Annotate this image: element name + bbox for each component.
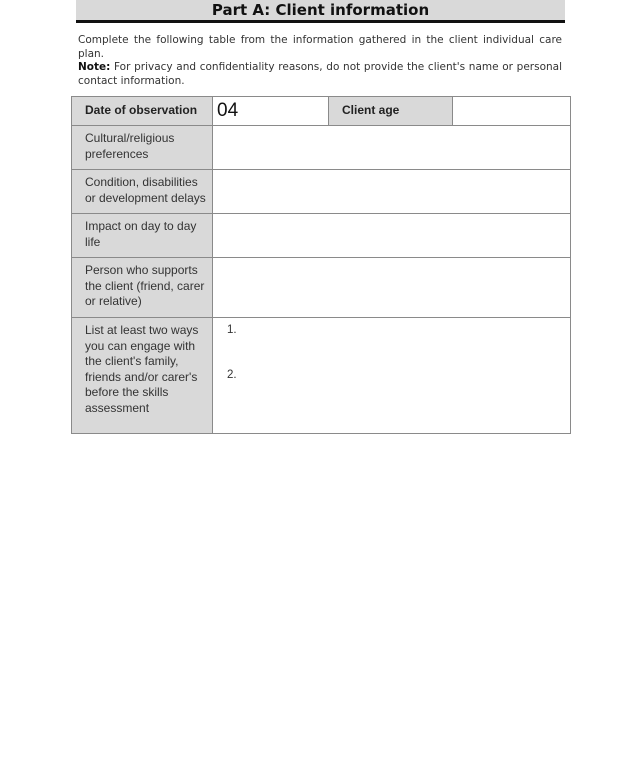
list-item: 2. bbox=[227, 368, 237, 381]
client-age-label: Client age bbox=[329, 97, 453, 126]
client-info-table bbox=[71, 96, 571, 434]
cultural-preferences-field[interactable] bbox=[213, 126, 571, 170]
client-age-field[interactable] bbox=[453, 97, 571, 126]
engagement-ways-label: List at least two ways you can engage with the client's family, friends and/or carer's before the skills assessment bbox=[72, 318, 213, 434]
instructions bbox=[78, 34, 562, 88]
section-header bbox=[76, 0, 565, 23]
engagement-ways-field[interactable] bbox=[213, 318, 571, 434]
date-of-observation-field[interactable]: 04 bbox=[213, 97, 329, 126]
impact-field[interactable] bbox=[213, 214, 571, 258]
condition-label: Condition, disabilities or development delays bbox=[72, 170, 213, 214]
table-row bbox=[72, 126, 571, 170]
table-row bbox=[72, 258, 571, 318]
table-row bbox=[72, 214, 571, 258]
support-person-field[interactable] bbox=[213, 258, 571, 318]
date-of-observation-label: Date of observation bbox=[72, 97, 213, 126]
list-item: 1. bbox=[227, 324, 237, 336]
impact-label: Impact on day to day life bbox=[72, 214, 213, 258]
table-row bbox=[72, 318, 571, 434]
section-title: Part A: Client information bbox=[211, 1, 430, 19]
condition-field[interactable] bbox=[213, 170, 571, 214]
privacy-note bbox=[78, 61, 562, 88]
cultural-preferences-label: Cultural/religious preferences bbox=[72, 126, 213, 170]
table-row bbox=[72, 97, 571, 126]
support-person-label: Person who supports the client (friend, carer or relative) bbox=[72, 258, 213, 318]
note-label: Note: bbox=[78, 61, 111, 73]
instruction-text: Complete the following table from the information gathered in the client individual care plan. bbox=[78, 34, 562, 60]
table-row bbox=[72, 170, 571, 214]
note-text: For privacy and confidentiality reasons, do not provide the client's name or personal contact information. bbox=[78, 61, 562, 87]
